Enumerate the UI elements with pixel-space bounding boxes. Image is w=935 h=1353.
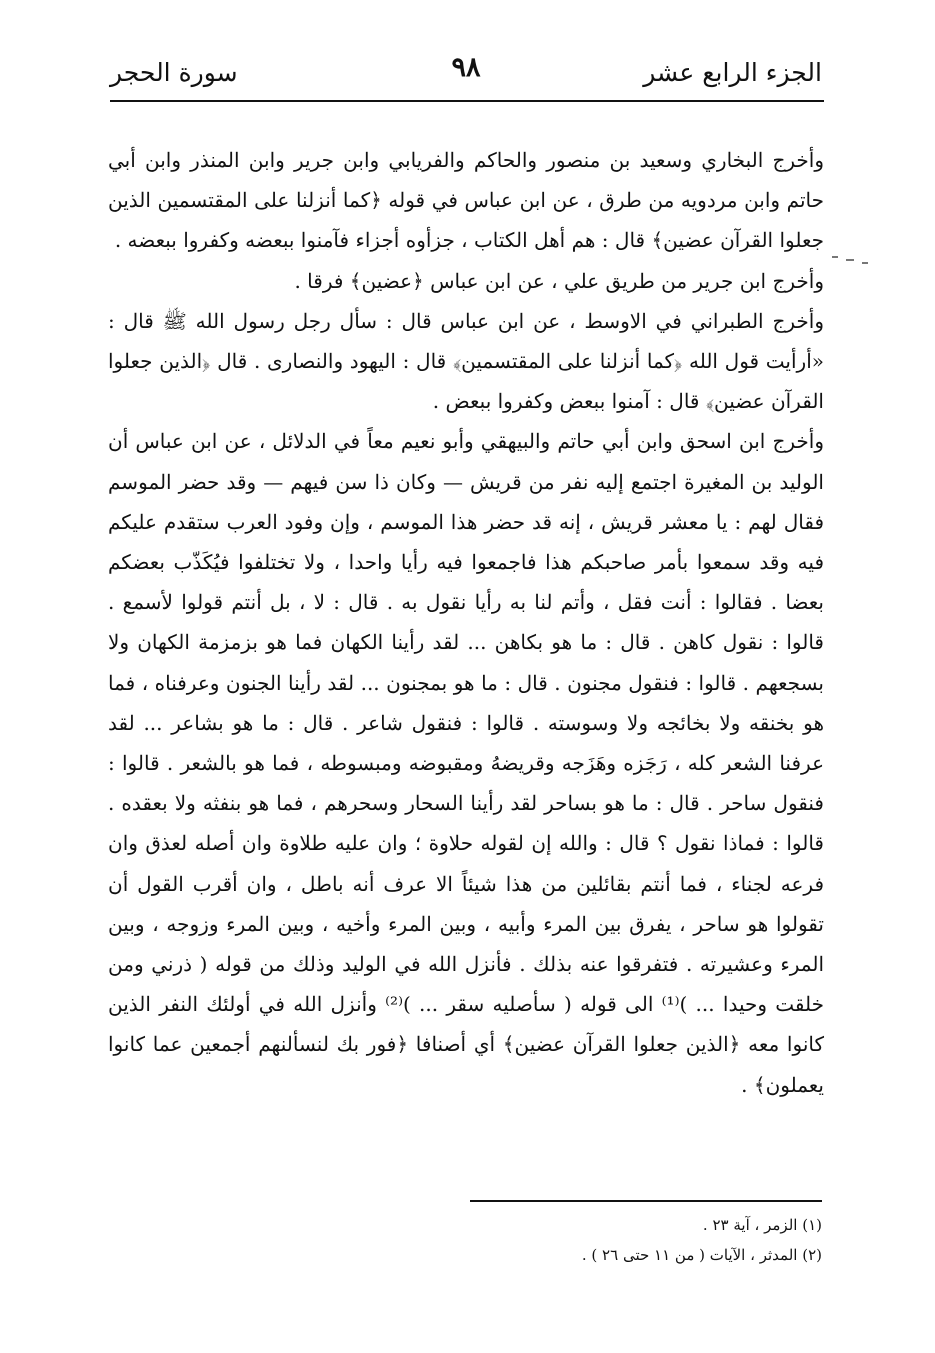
part-title: الجزء الرابع عشر [643, 58, 822, 87]
margin-mark [832, 256, 872, 266]
page-number: ٩٨ [451, 52, 481, 83]
paragraph: وأخرج البخاري وسعيد بن منصور والحاكم والفريابي وابن جرير وابن المنذر وابن أبي حاتم وابن مردويه من طرق ، عن ابن عباس في قوله ﴿كما أنزلنا على المقتسمين الذين جعلوا القرآن عضين﴾ قال : هم أهل الكتاب ، جزأوه أجزاء فآمنوا ببعضه وكفروا ببعضه . [108, 148, 824, 253]
footnote: (١) الزمر ، آية ٢٣ . [702, 1216, 822, 1234]
surah-title: سورة الحجر [110, 58, 238, 87]
running-header [110, 52, 822, 96]
footnote-divider [470, 1200, 822, 1202]
paragraph: وأخرج الطبراني في الاوسط ، عن ابن عباس قال : سأل رجل رسول الله ﷺ قال : «أرأيت قول الله ﴿كما أنزلنا على المقتسمين﴾ قال : اليهود والنصارى . قال ﴿الذين جعلوا القرآن عضين﴾ قال : آمنوا ببعض وكفروا ببعض . [108, 308, 824, 414]
footnotes [420, 1210, 822, 1270]
paragraph: وأخرج ابن جرير من طريق علي ، عن ابن عباس ﴿عضين﴾ فرقا . [294, 268, 824, 293]
footnote: (٢) المدثر ، الآيات ( من ١١ حتى ٢٦ ) . [581, 1246, 822, 1264]
main-text [108, 140, 824, 1105]
header-divider [110, 100, 824, 102]
paragraph: وأخرج ابن اسحق وابن أبي حاتم والبيهقي وأبو نعيم معاً في الدلائل ، عن ابن عباس أن الوليد بن المغيرة اجتمع إليه نفر من قريش — وكان ذا سن فيهم — وقد حضر الموسم فقال لهم : يا معشر قريش ، إنه قد حضر هذا الموسم ، وإن وفود العرب ستقدم عليكم فيه وقد سمعوا بأمر صاحبكم هذا فاجمعوا فيه رأيا واحدا ، ولا تختلفوا فيُكَذّب بعضكم بعضا . فقالوا : أنت فقل ، وأتم لنا به رأيا نقول به . قال : لا ، بل أنتم قولوا لأسمع . قالوا : نقول كاهن . قال : ما هو بكاهن ... لقد رأينا الكهان فما هو بزمزمة الكهان ولا بسجعهم . قالوا : فنقول مجنون . قال : ما هو بمجنون ... لقد رأينا الجنون وعرفناه ، فما هو بخنقه ولا بخائجه ولا وسوسته . قالوا : فنقول شاعر . قال : ما هو بشاعر ... لقد عرفنا الشعر كله ، رَجَزه وهَزَجه وقريضهُ ومقبوضه ومبسوطه ، فما هو بالشعر . قالوا : فنقول ساحر . قال : ما هو بساحر لقد رأينا السحار وسحرهم ، فما هو بنفثه ولا بعقده . قالوا : فماذا نقول ؟ قال : والله إن لقوله حلاوة ؛ وان عليه طلاوة وان أصله لعذق وان فرعه لجناء ، فما أنتم بقائلين من هذا شيئاً الا عرف أنه باطل ، وان أقرب القول أن تقولوا هو ساحر ، يفرق بين المرء وأبيه ، وبين المرء وأخيه ، وبين المرء وزوجه ، وبين المرء وعشيرته . فتفرقوا عنه بذلك . فأنزل الله في الوليد وذلك من قوله ( ذرني ومن خلقت وحيدا ... )⁽¹⁾ الى قوله ( سأصليه سقر ... )⁽²⁾ وأنزل الله في أولئك النفر الذين كانوا معه ﴿الذين جعلوا القرآن عضين﴾ أي أصنافا ﴿فور بك لنسألنهم أجمعين عما كانوا يعملون﴾ . [108, 429, 824, 1097]
